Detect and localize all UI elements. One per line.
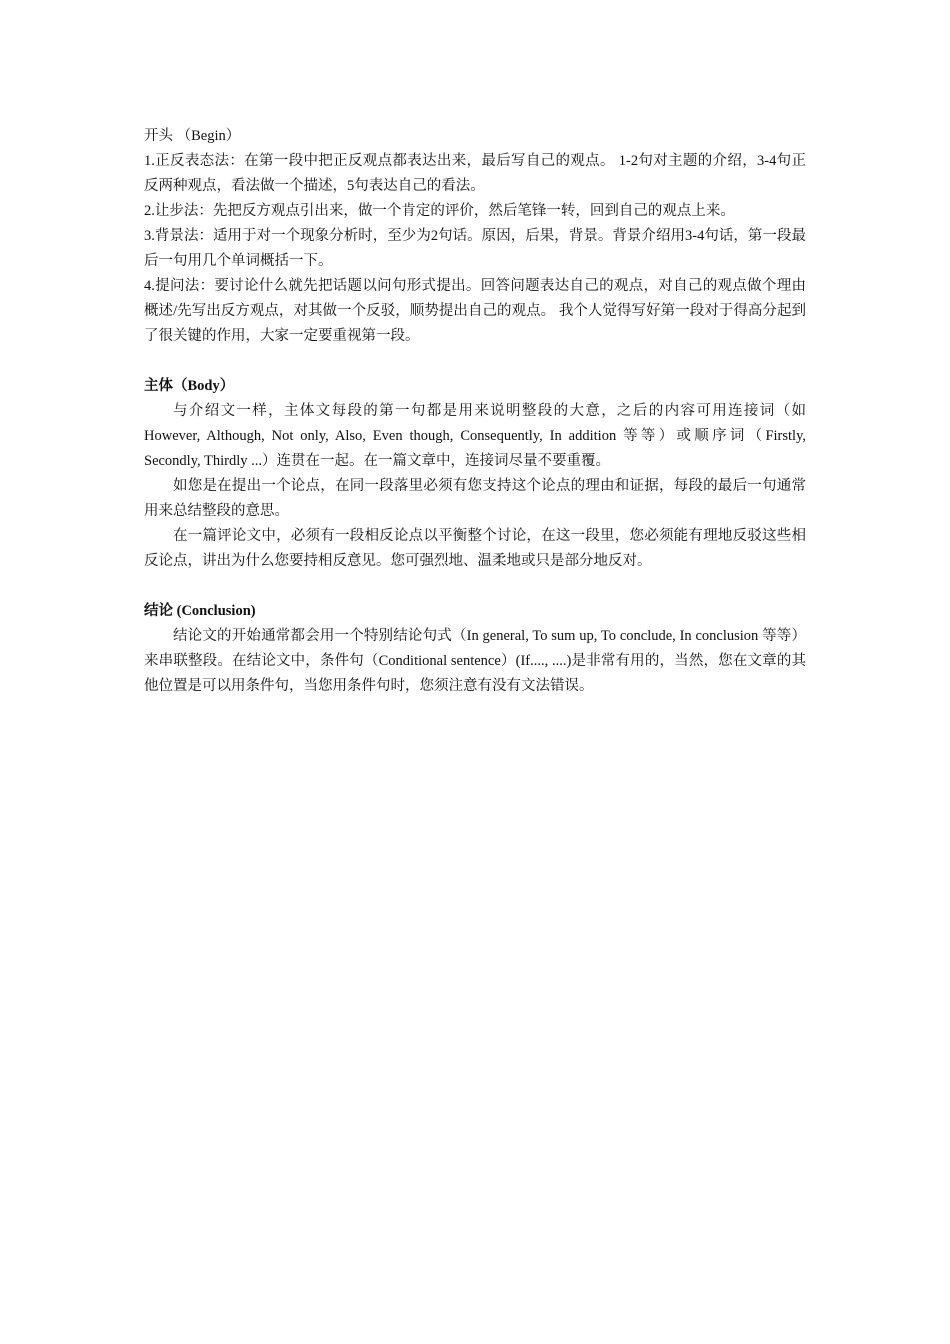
intro-item-3: 3.背景法：适用于对一个现象分析时，至少为2句话。原因，后果，背景。背景介绍用3-4句话，第一段最后一句用几个单词概括一下。 [144, 228, 806, 269]
conclusion-heading: 结论 (Conclusion) [144, 603, 256, 619]
section-spacer [144, 574, 806, 599]
document-page [144, 124, 806, 699]
body-paragraph-2: 如您是在提出一个论点，在同一段落里必须有您支持这个论点的理由和证据，每段的最后一句通常用来总结整段的意思。 [144, 478, 806, 519]
conclusion-paragraph-1: 结论文的开始通常都会用一个特别结论句式（In general, To sum up, To conclude, In conclusion 等等）来串联整段。在结论文中，条件句（Conditional sentence）(If...., ....)是非常有用的，当然，您在文章的其他位置是可以用条件句，当您用条件句时，您须注意有没有文法错误。 [144, 628, 806, 694]
body-paragraph-3: 在一篇评论文中，必须有一段相反论点以平衡整个讨论，在这一段里，您必须能有理地反驳这些相反论点，讲出为什么您要持相反意见。您可强烈地、温柔地或只是部分地反对。 [144, 528, 806, 569]
intro-heading: 开头 （Begin） [144, 128, 241, 144]
intro-item-4: 4.提问法：要讨论什么就先把话题以问句形式提出。回答问题表达自己的观点，对自己的观点做个理由概述/先写出反方观点，对其做一个反驳，顺势提出自己的观点。 我个人觉得写好第一段对于得高分起到了很关键的作用，大家一定要重视第一段。 [144, 278, 806, 344]
body-paragraph-1: 与介绍文一样，主体文每段的第一句都是用来说明整段的大意，之后的内容可用连接词（如 However, Although, Not only, Also, Even though, Consequently, In addition 等等）或顺序词（Firstly, Secondly, Thirdly ...）连贯在一起。在一篇文章中，连接词尽量不要重覆。 [144, 403, 806, 469]
intro-item-1: 1.正反表态法：在第一段中把正反观点都表达出来，最后写自己的观点。 1-2句对主题的介绍，3-4句正反两种观点，看法做一个描述，5句表达自己的看法。 [144, 153, 806, 194]
intro-item-2: 2.让步法：先把反方观点引出来，做一个肯定的评价，然后笔锋一转，回到自己的观点上来。 [144, 203, 735, 219]
section-spacer [144, 349, 806, 374]
body-heading: 主体（Body） [144, 378, 235, 394]
